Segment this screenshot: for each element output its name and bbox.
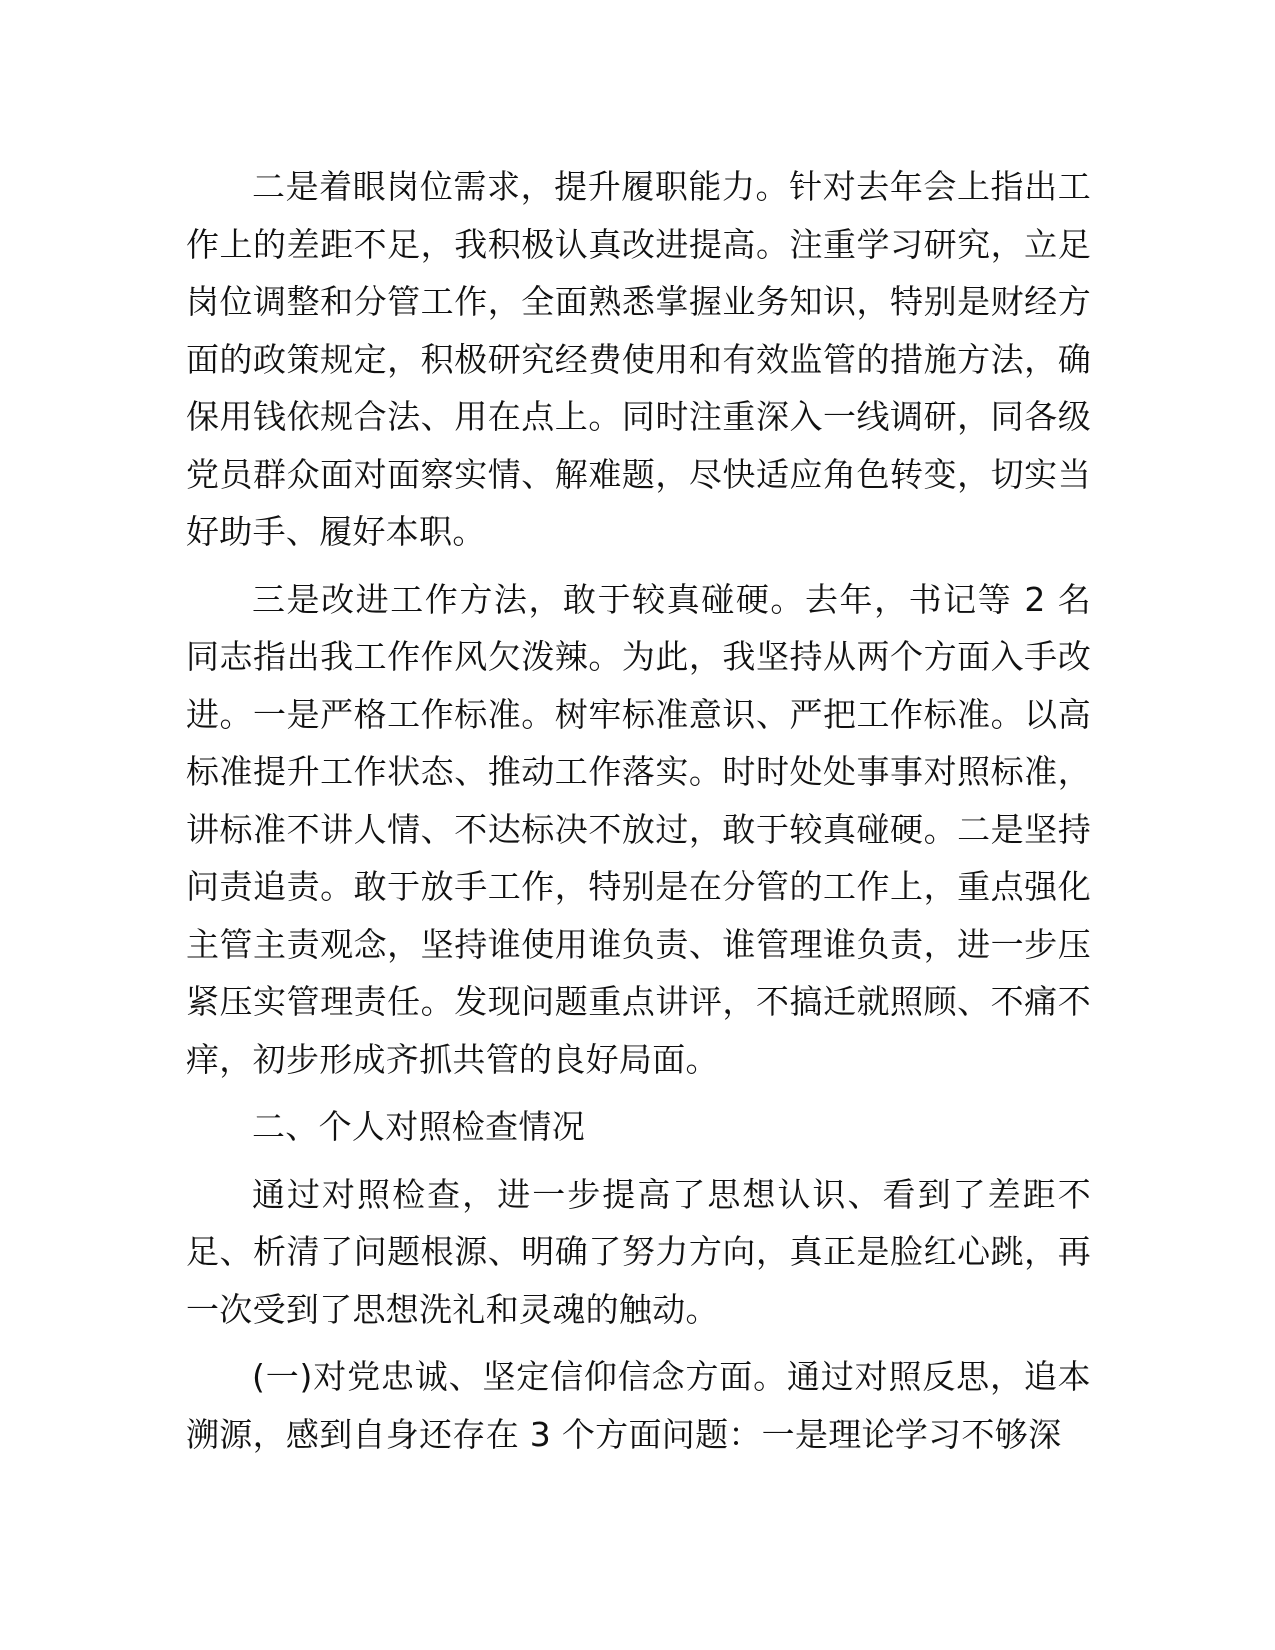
- paragraph-job-ability: 二是着眼岗位需求，提升履职能力。针对去年会上指出工作上的差距不足，我积极认真改进提高。注重学习研究，立足岗位调整和分管工作，全面熟悉掌握业务知识，特别是财经方面的政策规定，积极研究经费使用和有效监管的措施方法，确保用钱依规合法、用在点上。同时注重深入一线调研，同各级党员群众面对面察实情、解难题，尽快适应角色转变，切实当好助手、履好本职。: [186, 167, 1091, 551]
- section-heading-self-check: 二、个人对照检查情况: [252, 1107, 585, 1146]
- paragraph-self-check-intro: 通过对照检查，进一步提高了思想认识、看到了差距不足、析清了问题根源、明确了努力方向，真正是脸红心跳，再一次受到了思想洗礼和灵魂的触动。: [186, 1174, 1091, 1329]
- document-body: [186, 158, 1091, 1473]
- paragraph-loyalty-belief: (一)对党忠诚、坚定信仰信念方面。通过对照反思，追本溯源，感到自身还存在 3 个方面问题：一是理论学习不够深: [186, 1357, 1091, 1454]
- paragraph-work-method: 三是改进工作方法，敢于较真碰硬。去年，书记等 2 名同志指出我工作作风欠泼辣。为此，我坚持从两个方面入手改进。一是严格工作标准。树牢标准意识、严把工作标准。以高标准提升工作状态、推动工作落实。时时处处事事对照标准，讲标准不讲人情、不达标决不放过，敢于较真碰硬。二是坚持问责追责。敢于放手工作，特别是在分管的工作上，重点强化主管主责观念，坚持谁使用谁负责、谁管理谁负责，进一步压紧压实管理责任。发现问题重点讲评，不搞迁就照顾、不痛不痒，初步形成齐抓共管的良好局面。: [186, 579, 1091, 1079]
